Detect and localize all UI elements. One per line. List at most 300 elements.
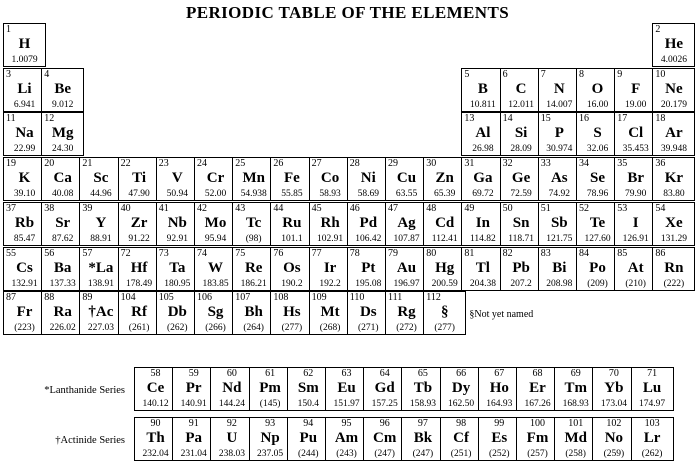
element-symbol: Rn bbox=[664, 259, 684, 276]
element-cell[interactable] bbox=[270, 157, 313, 201]
element-symbol: Lu bbox=[642, 380, 662, 396]
element-cell[interactable] bbox=[194, 291, 237, 335]
element-cell[interactable] bbox=[576, 247, 619, 291]
element-symbol: Mg bbox=[51, 125, 74, 142]
element-cell[interactable] bbox=[538, 112, 581, 156]
element-atomic-mass: 24.30 bbox=[52, 144, 74, 155]
element-atomic-number: 45 bbox=[311, 202, 322, 214]
element-atomic-mass: (243) bbox=[336, 449, 357, 459]
element-symbol: Hs bbox=[283, 304, 301, 321]
element-atomic-number: 88 bbox=[44, 292, 55, 304]
element-cell[interactable] bbox=[592, 367, 635, 411]
element-atomic-number: 24 bbox=[197, 158, 207, 170]
element-atomic-number: 27 bbox=[311, 158, 322, 170]
element-atomic-number: 107 bbox=[235, 292, 251, 304]
element-cell[interactable] bbox=[309, 157, 352, 201]
element-atomic-mass: 158.93 bbox=[409, 399, 436, 409]
element-atomic-mass: 63.55 bbox=[395, 189, 418, 200]
element-cell[interactable] bbox=[232, 157, 275, 201]
element-atomic-number: 31 bbox=[464, 158, 475, 170]
element-atomic-number: 15 bbox=[540, 113, 551, 125]
element-atomic-mass: (145) bbox=[259, 399, 281, 409]
element-atomic-number: 1 bbox=[6, 24, 11, 35]
element-symbol: Bh bbox=[244, 304, 263, 321]
element-atomic-number: 10 bbox=[655, 68, 666, 80]
element-cell[interactable] bbox=[554, 417, 597, 461]
element-symbol: At bbox=[627, 259, 644, 276]
element-atomic-number: 94 bbox=[303, 418, 314, 429]
element-atomic-number: 106 bbox=[197, 292, 212, 304]
element-atomic-mass: 140.91 bbox=[180, 399, 207, 409]
element-symbol: Yb bbox=[604, 380, 624, 396]
element-symbol: Er bbox=[529, 380, 546, 396]
element-atomic-number: 61 bbox=[265, 368, 276, 379]
element-cell[interactable] bbox=[3, 247, 46, 291]
element-cell[interactable] bbox=[423, 202, 466, 246]
element-atomic-number: 80 bbox=[426, 247, 437, 259]
element-atomic-mass: 168.93 bbox=[562, 399, 589, 409]
element-atomic-mass: (244) bbox=[298, 449, 319, 459]
element-atomic-number: 55 bbox=[6, 247, 16, 259]
element-cell[interactable] bbox=[79, 202, 122, 246]
element-cell[interactable] bbox=[347, 157, 390, 201]
element-cell[interactable] bbox=[41, 112, 84, 156]
element-cell[interactable] bbox=[41, 291, 84, 335]
element-atomic-mass: 106.42 bbox=[355, 233, 382, 244]
element-cell[interactable] bbox=[461, 68, 504, 112]
element-cell[interactable] bbox=[41, 157, 84, 201]
element-cell[interactable] bbox=[3, 112, 46, 156]
element-atomic-mass: 186.21 bbox=[240, 278, 267, 289]
element-symbol: Pr bbox=[185, 380, 202, 396]
element-cell[interactable] bbox=[210, 367, 253, 411]
element-cell[interactable] bbox=[538, 202, 581, 246]
element-atomic-mass: 47.90 bbox=[128, 189, 150, 200]
element-cell[interactable] bbox=[79, 247, 122, 291]
element-atomic-mass: 114.82 bbox=[470, 233, 496, 244]
element-symbol: Li bbox=[17, 80, 32, 97]
element-atomic-mass: 88.91 bbox=[90, 233, 112, 244]
element-symbol: Tb bbox=[413, 380, 433, 396]
element-cell[interactable] bbox=[423, 247, 466, 291]
element-cell[interactable] bbox=[3, 68, 46, 112]
element-atomic-number: 72 bbox=[120, 247, 131, 259]
element-symbol: Am bbox=[334, 430, 359, 446]
element-cell[interactable] bbox=[478, 417, 521, 461]
element-atomic-number: 93 bbox=[265, 418, 276, 429]
element-atomic-number: 105 bbox=[158, 292, 174, 304]
element-symbol: Ca bbox=[53, 170, 72, 187]
element-atomic-number: 95 bbox=[341, 418, 352, 429]
element-atomic-mass: 39.948 bbox=[660, 144, 687, 155]
element-atomic-mass: 196.97 bbox=[393, 278, 420, 289]
element-atomic-number: 35 bbox=[617, 158, 628, 170]
element-atomic-mass: 102.91 bbox=[317, 233, 344, 244]
element-symbol: K bbox=[18, 170, 31, 187]
element-symbol: Ag bbox=[397, 214, 416, 231]
element-atomic-number: 53 bbox=[617, 202, 628, 214]
element-atomic-mass: 157.25 bbox=[371, 399, 398, 409]
element-symbol: Rh bbox=[320, 214, 340, 231]
element-cell[interactable] bbox=[500, 247, 543, 291]
element-atomic-mass: (222) bbox=[663, 278, 685, 289]
element-cell[interactable] bbox=[554, 367, 597, 411]
element-cell[interactable] bbox=[652, 68, 695, 112]
element-atomic-number: 58 bbox=[150, 368, 161, 379]
element-atomic-number: 14 bbox=[502, 113, 513, 125]
element-cell[interactable] bbox=[287, 367, 330, 411]
element-symbol: S bbox=[593, 125, 602, 142]
element-cell[interactable] bbox=[385, 202, 428, 246]
element-atomic-mass: 79.90 bbox=[625, 189, 647, 200]
element-atomic-mass: 85.47 bbox=[13, 233, 36, 244]
element-cell[interactable] bbox=[156, 291, 199, 335]
element-atomic-mass: 35.453 bbox=[622, 144, 649, 155]
element-atomic-number: 108 bbox=[273, 292, 289, 304]
element-symbol: Tm bbox=[564, 380, 587, 396]
element-cell[interactable] bbox=[118, 202, 161, 246]
element-atomic-mass: 231.04 bbox=[180, 449, 207, 459]
element-atomic-number: 70 bbox=[608, 368, 619, 379]
element-atomic-number: 7 bbox=[540, 68, 546, 80]
element-cell[interactable] bbox=[79, 157, 122, 201]
element-cell[interactable] bbox=[652, 202, 695, 246]
element-atomic-mass: 238.03 bbox=[218, 449, 245, 459]
element-atomic-number: 25 bbox=[235, 158, 246, 170]
element-atomic-number: 22 bbox=[120, 158, 131, 170]
element-cell[interactable] bbox=[401, 367, 444, 411]
element-atomic-number: 41 bbox=[158, 202, 169, 214]
element-symbol: Mt bbox=[320, 304, 340, 321]
element-cell[interactable] bbox=[194, 202, 237, 246]
element-symbol: Ar bbox=[665, 125, 683, 142]
element-cell[interactable] bbox=[538, 68, 581, 112]
element-atomic-mass: (272) bbox=[396, 323, 417, 334]
element-atomic-mass: 50.94 bbox=[166, 189, 188, 200]
element-symbol: § bbox=[440, 304, 449, 321]
element-atomic-mass: 112.41 bbox=[431, 233, 458, 244]
element-atomic-number: 2 bbox=[655, 24, 661, 35]
element-cell[interactable] bbox=[156, 157, 199, 201]
element-cell[interactable] bbox=[614, 68, 657, 112]
element-atomic-mass: 132.91 bbox=[11, 278, 38, 289]
element-atomic-number: 29 bbox=[388, 158, 398, 170]
element-atomic-number: 13 bbox=[464, 113, 475, 125]
element-cell[interactable] bbox=[538, 157, 581, 201]
element-atomic-mass: 204.38 bbox=[469, 278, 496, 289]
inner-transition-series bbox=[0, 343, 695, 463]
element-atomic-mass: 190.2 bbox=[281, 278, 303, 289]
element-cell[interactable] bbox=[652, 23, 695, 67]
element-cell[interactable] bbox=[134, 367, 177, 411]
element-cell[interactable] bbox=[3, 23, 46, 67]
element-cell[interactable] bbox=[172, 367, 215, 411]
element-atomic-mass: 137.33 bbox=[49, 278, 76, 289]
element-cell[interactable] bbox=[576, 68, 619, 112]
element-cell[interactable] bbox=[614, 112, 657, 156]
element-cell[interactable] bbox=[385, 157, 428, 201]
element-cell[interactable] bbox=[79, 291, 122, 335]
element-atomic-mass: 1.0079 bbox=[11, 55, 38, 65]
element-atomic-number: 67 bbox=[494, 368, 505, 379]
element-symbol: C bbox=[515, 80, 527, 97]
element-atomic-number: 37 bbox=[6, 202, 16, 214]
element-symbol: Cd bbox=[435, 214, 455, 231]
element-atomic-mass: (223) bbox=[14, 323, 35, 334]
element-atomic-number: 102 bbox=[606, 418, 622, 429]
element-symbol: Lr bbox=[643, 430, 661, 446]
element-symbol: W bbox=[208, 259, 223, 276]
element-symbol: Zr bbox=[130, 214, 148, 231]
element-symbol: In bbox=[475, 214, 490, 231]
element-atomic-number: 16 bbox=[579, 113, 589, 125]
element-atomic-mass: 167.26 bbox=[524, 399, 551, 409]
element-atomic-mass: 164.93 bbox=[486, 399, 513, 409]
element-symbol: U bbox=[226, 430, 238, 446]
element-cell[interactable] bbox=[652, 112, 695, 156]
element-cell[interactable] bbox=[287, 417, 330, 461]
element-atomic-mass: 95.94 bbox=[204, 233, 227, 244]
element-atomic-mass: (261) bbox=[128, 323, 150, 334]
element-cell[interactable] bbox=[440, 367, 483, 411]
element-atomic-mass: 28.09 bbox=[510, 144, 532, 155]
element-cell[interactable] bbox=[232, 247, 275, 291]
element-symbol: Pa bbox=[185, 430, 203, 446]
element-cell[interactable] bbox=[118, 247, 161, 291]
element-symbol: Gd bbox=[374, 380, 395, 396]
element-cell[interactable] bbox=[194, 157, 237, 201]
element-cell[interactable] bbox=[461, 157, 504, 201]
element-cell[interactable] bbox=[500, 112, 543, 156]
element-atomic-number: 99 bbox=[494, 418, 505, 429]
element-cell[interactable] bbox=[500, 157, 543, 201]
element-cell[interactable] bbox=[118, 157, 161, 201]
element-atomic-mass: (252) bbox=[489, 449, 510, 459]
element-atomic-mass: 40.08 bbox=[52, 189, 74, 200]
element-atomic-number: 98 bbox=[456, 418, 467, 429]
element-cell[interactable] bbox=[347, 247, 390, 291]
element-atomic-number: 4 bbox=[44, 68, 50, 80]
element-symbol: Sc bbox=[93, 170, 109, 187]
element-cell[interactable] bbox=[309, 291, 352, 335]
element-cell[interactable] bbox=[309, 202, 352, 246]
element-atomic-mass: 65.39 bbox=[434, 189, 456, 200]
element-atomic-number: 47 bbox=[388, 202, 398, 214]
element-atomic-number: 38 bbox=[44, 202, 55, 214]
element-atomic-number: 73 bbox=[158, 247, 169, 259]
element-cell[interactable] bbox=[576, 202, 619, 246]
element-atomic-number: 50 bbox=[502, 202, 513, 214]
element-symbol: Re bbox=[244, 259, 263, 276]
element-atomic-mass: 52.00 bbox=[204, 189, 227, 200]
element-cell[interactable] bbox=[156, 247, 199, 291]
element-cell[interactable] bbox=[385, 291, 428, 335]
element-symbol: Ba bbox=[53, 259, 72, 276]
element-atomic-number: 28 bbox=[349, 158, 360, 170]
element-atomic-mass: 14.007 bbox=[546, 99, 573, 110]
element-cell[interactable] bbox=[156, 202, 199, 246]
element-symbol: Rf bbox=[131, 304, 147, 321]
element-cell[interactable] bbox=[423, 291, 466, 335]
element-atomic-number: 112 bbox=[426, 292, 441, 304]
element-cell[interactable] bbox=[478, 367, 521, 411]
element-symbol: Se bbox=[590, 170, 605, 187]
element-cell[interactable] bbox=[631, 417, 674, 461]
element-atomic-number: 23 bbox=[158, 158, 169, 170]
element-cell[interactable] bbox=[270, 202, 313, 246]
element-cell[interactable] bbox=[461, 202, 504, 246]
element-cell[interactable] bbox=[614, 202, 657, 246]
element-symbol: Mn bbox=[242, 170, 265, 187]
element-cell[interactable] bbox=[461, 112, 504, 156]
element-cell[interactable] bbox=[576, 157, 619, 201]
element-cell[interactable] bbox=[134, 417, 177, 461]
element-cell[interactable] bbox=[385, 247, 428, 291]
element-atomic-number: 60 bbox=[226, 368, 237, 379]
element-symbol: Ta bbox=[169, 259, 186, 276]
element-atomic-number: 90 bbox=[150, 418, 161, 429]
element-symbol: Hf bbox=[130, 259, 148, 276]
element-symbol: Pt bbox=[361, 259, 376, 276]
element-cell[interactable] bbox=[592, 417, 635, 461]
element-atomic-mass: 173.04 bbox=[600, 399, 627, 409]
element-atomic-number: 87 bbox=[6, 292, 16, 304]
element-cell[interactable] bbox=[172, 417, 215, 461]
element-cell[interactable] bbox=[41, 202, 84, 246]
element-cell[interactable] bbox=[401, 417, 444, 461]
element-cell[interactable] bbox=[423, 157, 466, 201]
element-cell[interactable] bbox=[652, 157, 695, 201]
element-symbol: Cs bbox=[16, 259, 33, 276]
element-symbol: Np bbox=[260, 430, 280, 446]
element-cell[interactable] bbox=[270, 247, 313, 291]
element-atomic-mass: (268) bbox=[319, 323, 341, 334]
element-symbol: Bi bbox=[552, 259, 567, 276]
element-cell[interactable] bbox=[363, 417, 406, 461]
element-cell[interactable] bbox=[461, 247, 504, 291]
element-atomic-mass: 183.85 bbox=[202, 278, 229, 289]
element-atomic-mass: 19.00 bbox=[625, 99, 647, 110]
element-cell[interactable] bbox=[363, 367, 406, 411]
element-atomic-mass: 4.0026 bbox=[660, 55, 687, 65]
element-atomic-number: 17 bbox=[617, 113, 628, 125]
element-symbol: Po bbox=[589, 259, 606, 276]
element-atomic-mass: 74.92 bbox=[548, 189, 570, 200]
element-atomic-number: 8 bbox=[579, 68, 584, 80]
element-atomic-number: 85 bbox=[617, 247, 628, 259]
element-symbol: Cf bbox=[453, 430, 469, 446]
element-cell[interactable] bbox=[516, 417, 559, 461]
element-cell[interactable] bbox=[538, 247, 581, 291]
element-cell[interactable] bbox=[347, 202, 390, 246]
element-cell[interactable] bbox=[194, 247, 237, 291]
element-atomic-mass: 131.29 bbox=[660, 233, 687, 244]
element-cell[interactable] bbox=[325, 417, 368, 461]
element-atomic-number: 12 bbox=[44, 113, 55, 125]
element-cell[interactable] bbox=[118, 291, 161, 335]
element-cell[interactable] bbox=[41, 68, 84, 112]
element-symbol: Md bbox=[564, 430, 587, 446]
page-title: PERIODIC TABLE OF THE ELEMENTS bbox=[185, 3, 510, 22]
element-cell[interactable] bbox=[232, 202, 275, 246]
element-cell[interactable] bbox=[347, 291, 390, 335]
element-cell[interactable] bbox=[270, 291, 313, 335]
element-atomic-number: 86 bbox=[655, 247, 666, 259]
element-cell[interactable] bbox=[309, 247, 352, 291]
element-symbol: Xe bbox=[665, 214, 683, 231]
element-cell[interactable] bbox=[631, 367, 674, 411]
element-cell[interactable] bbox=[3, 202, 46, 246]
element-cell[interactable] bbox=[249, 367, 292, 411]
element-cell[interactable] bbox=[232, 291, 275, 335]
element-cell[interactable] bbox=[249, 417, 292, 461]
element-atomic-number: 81 bbox=[464, 247, 475, 259]
element-symbol: Tc bbox=[246, 214, 262, 231]
element-atomic-mass: (271) bbox=[358, 323, 379, 334]
element-atomic-mass: 180.95 bbox=[164, 278, 191, 289]
element-atomic-mass: (262) bbox=[167, 323, 188, 334]
element-symbol: Hg bbox=[435, 259, 455, 276]
element-atomic-mass: (247) bbox=[374, 449, 395, 459]
element-atomic-number: 89 bbox=[82, 292, 93, 304]
element-symbol: H bbox=[18, 36, 31, 52]
element-symbol: Tl bbox=[475, 259, 490, 276]
element-symbol: Bk bbox=[413, 430, 433, 446]
element-atomic-number: 30 bbox=[426, 158, 437, 170]
element-cell[interactable] bbox=[325, 367, 368, 411]
element-cell[interactable] bbox=[500, 68, 543, 112]
element-atomic-mass: 232.04 bbox=[142, 449, 169, 459]
element-cell[interactable] bbox=[41, 247, 84, 291]
element-cell[interactable] bbox=[500, 202, 543, 246]
element-symbol: O bbox=[591, 80, 604, 97]
element-atomic-mass: 54.938 bbox=[240, 189, 267, 200]
element-symbol: No bbox=[604, 430, 624, 446]
element-atomic-mass: (262) bbox=[641, 449, 663, 459]
element-cell[interactable] bbox=[3, 291, 46, 335]
actinide-series-label: †Actinide Series bbox=[55, 435, 125, 446]
element-atomic-mass: 101.1 bbox=[281, 233, 303, 244]
element-atomic-number: 42 bbox=[197, 202, 207, 214]
element-cell[interactable] bbox=[652, 247, 695, 291]
element-atomic-mass: 118.71 bbox=[508, 233, 534, 244]
element-cell[interactable] bbox=[614, 247, 657, 291]
element-atomic-mass: 30.974 bbox=[546, 144, 573, 155]
element-symbol: Mo bbox=[204, 214, 227, 231]
element-cell[interactable] bbox=[576, 112, 619, 156]
element-atomic-number: 49 bbox=[464, 202, 475, 214]
element-atomic-number: 36 bbox=[655, 158, 666, 170]
element-symbol: As bbox=[550, 170, 568, 187]
element-cell[interactable] bbox=[614, 157, 657, 201]
element-atomic-number: 101 bbox=[568, 418, 584, 429]
element-atomic-number: 46 bbox=[349, 202, 360, 214]
element-symbol: Si bbox=[514, 125, 528, 142]
element-symbol: Cl bbox=[628, 125, 644, 142]
element-atomic-mass: 20.179 bbox=[660, 99, 687, 110]
element-cell[interactable] bbox=[440, 417, 483, 461]
element-atomic-mass: 151.97 bbox=[333, 399, 360, 409]
element-atomic-number: 32 bbox=[502, 158, 513, 170]
element-cell[interactable] bbox=[3, 157, 46, 201]
element-cell[interactable] bbox=[210, 417, 253, 461]
element-cell[interactable] bbox=[516, 367, 559, 411]
element-atomic-mass: 192.2 bbox=[319, 278, 341, 289]
element-atomic-mass: 92.91 bbox=[166, 233, 188, 244]
element-atomic-number: 64 bbox=[379, 368, 390, 379]
element-atomic-mass: 207.2 bbox=[510, 278, 532, 289]
element-atomic-mass: (277) bbox=[281, 323, 303, 334]
